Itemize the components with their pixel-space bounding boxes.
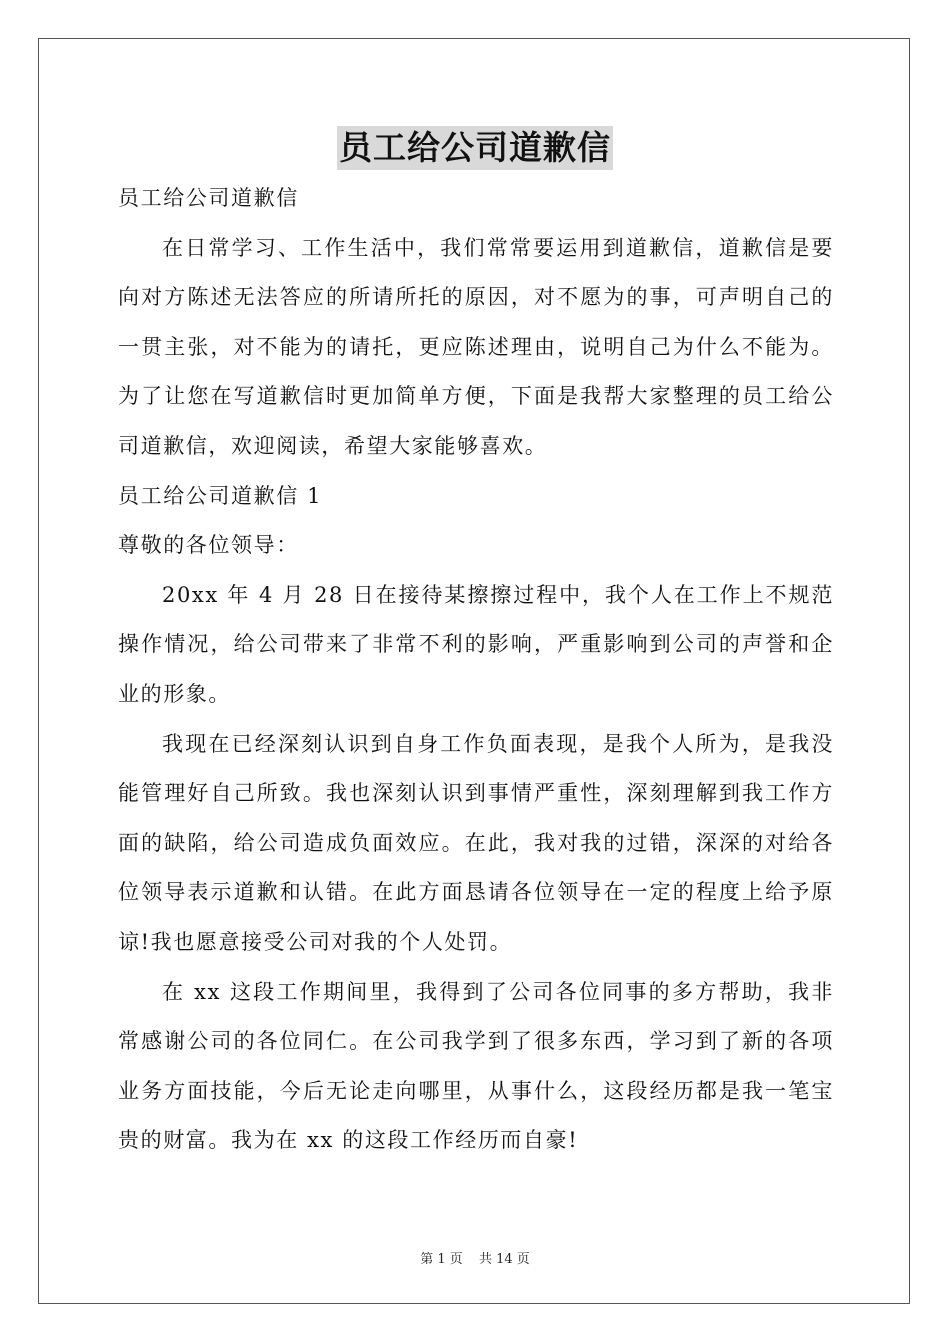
paragraph-intro: 在日常学习、工作生活中，我们常常要运用到道歉信，道歉信是要向对方陈述无法答应的所请所托的原因，对不愿为的事，可声明自己的一贯主张，对不能为的请托，更应陈述理由，说明自己为什么不能为。为了让您在写道歉信时更加简单方便，下面是我帮大家整理的员工给公司道歉信，欢迎阅读，希望大家能够喜欢。 [118, 235, 834, 458]
title-container [0, 126, 950, 170]
page-number: 第 1 页 [420, 1252, 463, 1267]
paragraph-letter-heading: 员工给公司道歉信 1 [118, 483, 323, 508]
page-footer [0, 1248, 950, 1267]
paragraph-body-1: 20xx 年 4 月 28 日在接待某擦擦过程中，我个人在工作上不规范操作情况，给公司带来了非常不利的影响，严重影响到公司的声誉和企业的形象。 [118, 582, 834, 706]
document-title: 员工给公司道歉信 [337, 126, 613, 170]
paragraph-body-2: 我现在已经深刻认识到自身工作负面表现，是我个人所为，是我没能管理好自己所致。我也深刻认识到事情严重性，深刻理解到我工作方面的缺陷，给公司造成负面效应。在此，我对我的过错，深深的对给各位领导表示道歉和认错。在此方面恳请各位领导在一定的程度上给予原谅!我也愿意接受公司对我的个人处罚。 [118, 731, 834, 954]
paragraph-subtitle: 员工给公司道歉信 [118, 186, 299, 210]
paragraph-body-3: 在 xx 这段工作期间里，我得到了公司各位同事的多方帮助，我非常感谢公司的各位同仁。在公司我学到了很多东西，学习到了新的各项业务方面技能，今后无论走向哪里，从事什么，这段经历都是我一笔宝贵的财富。我为在 xx 的这段工作经历而自豪! [118, 979, 834, 1153]
page-total: 共 14 页 [478, 1252, 530, 1267]
paragraph-salutation: 尊敬的各位领导： [118, 533, 299, 558]
document-body [118, 174, 834, 1166]
